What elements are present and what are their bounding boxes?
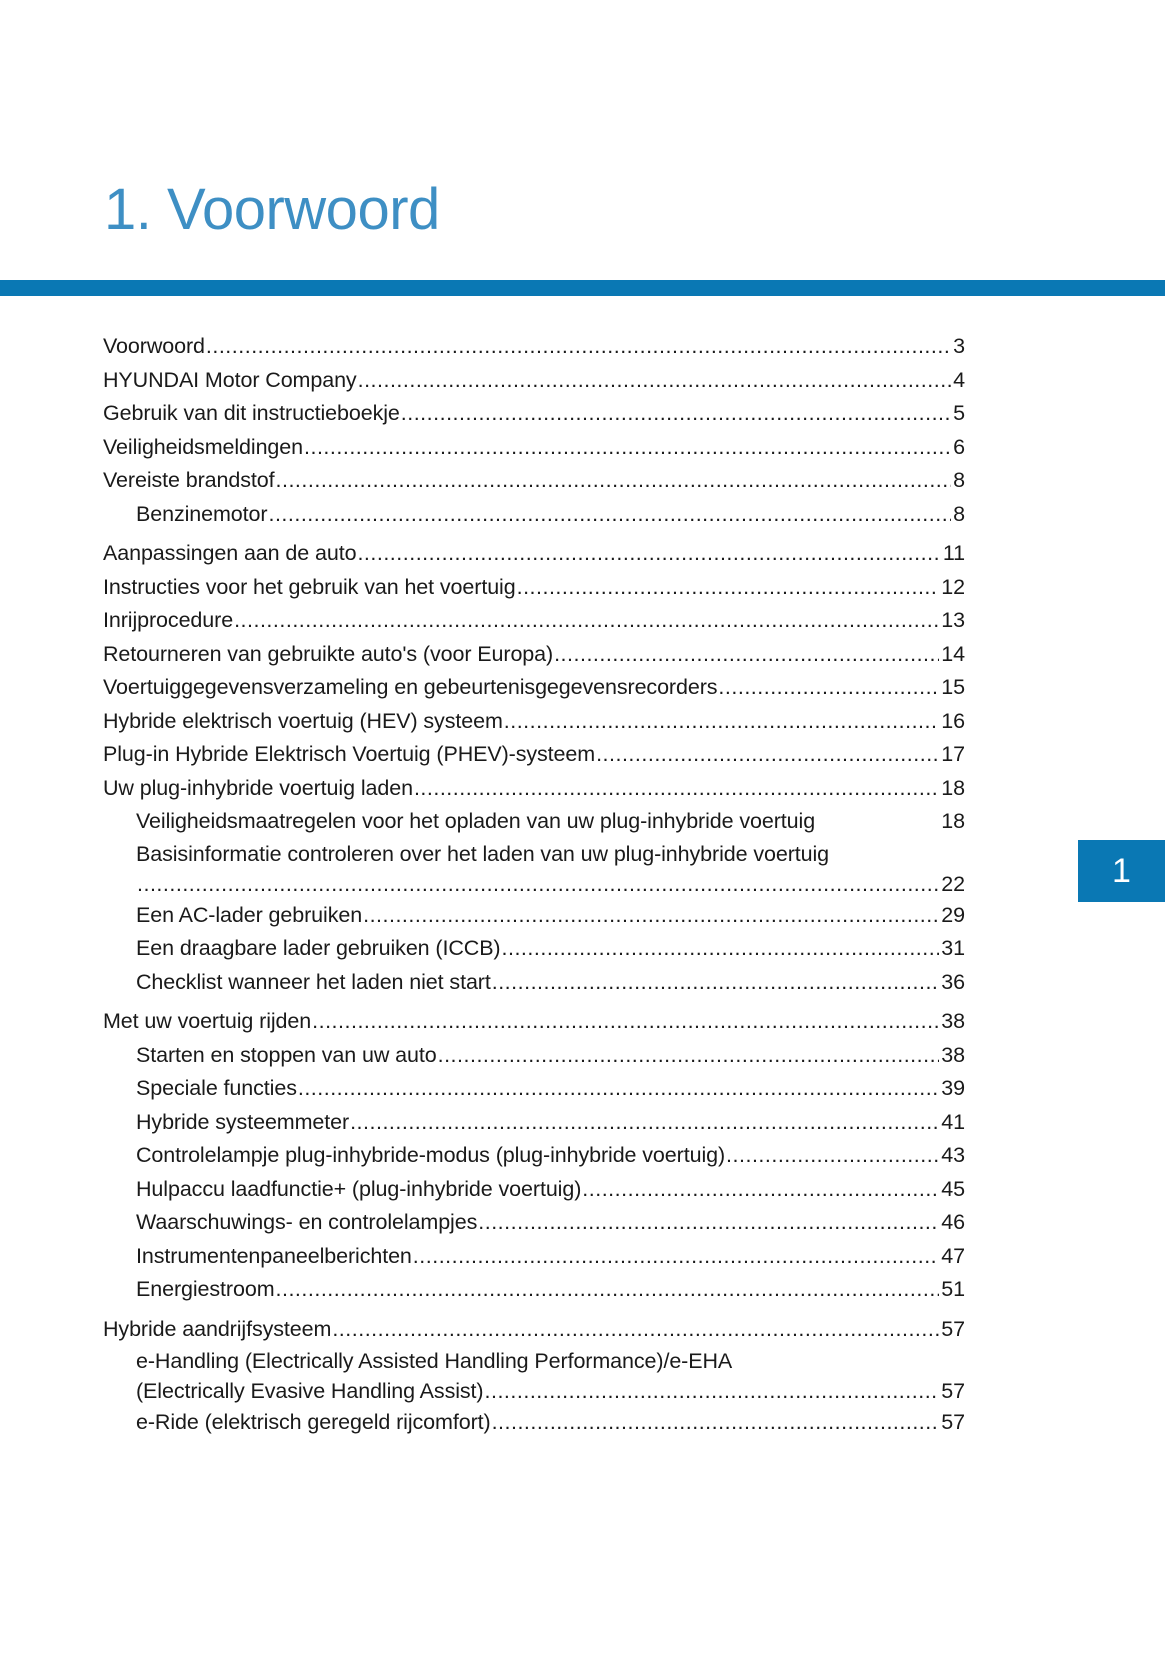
table-of-contents (103, 330, 965, 1440)
toc-entry-label: Basisinformatie controleren over het laden van uw plug-inhybride voertuig (136, 841, 830, 866)
toc-entry[interactable] (103, 1273, 965, 1307)
toc-page-number: 11 (942, 541, 965, 565)
toc-entry-label: Een AC-lader gebruiken (136, 902, 363, 927)
toc-entry[interactable] (103, 1039, 965, 1073)
toc-entry-label: Vereiste brandstof (103, 468, 275, 492)
toc-entry[interactable] (103, 1240, 965, 1274)
toc-entry[interactable] (103, 638, 965, 672)
toc-page-number: 14 (941, 641, 965, 666)
toc-page-number: 17 (941, 742, 965, 766)
toc-entry[interactable] (103, 705, 965, 739)
toc-entry[interactable] (103, 1346, 965, 1406)
toc-entry-label: Veiligheidsmaatregelen voor het opladen van uw plug-inhybride voertuig (136, 809, 816, 833)
toc-page-number: 51 (941, 1277, 965, 1301)
toc-entry-label: Speciale functies (136, 1076, 297, 1100)
toc-page-number: 3 (953, 334, 965, 358)
toc-entry[interactable] (103, 966, 965, 1000)
toc-entry-label: Instrumentenpaneelberichten (136, 1243, 412, 1268)
toc-entry-label: Inrijprocedure (103, 608, 234, 632)
toc-page-number: 12 (941, 574, 965, 599)
toc-page-number: 46 (941, 1210, 965, 1234)
toc-entry-label: Een draagbare lader gebruiken (ICCB) (136, 936, 501, 960)
toc-entry[interactable] (103, 1072, 965, 1106)
toc-page-number: 45 (941, 1176, 965, 1201)
toc-dot-leader (401, 397, 951, 431)
toc-entry[interactable] (103, 932, 965, 966)
toc-dot-leader (268, 498, 951, 532)
toc-page-number: 41 (941, 1109, 965, 1134)
toc-page-number: 38 (941, 1042, 965, 1067)
toc-dot-leader (485, 1376, 940, 1406)
toc-entry-label: Aanpassingen aan de auto (103, 541, 357, 565)
toc-entry-label: Hybride aandrijfsysteem (103, 1316, 332, 1341)
header-divider-rule (0, 280, 1165, 296)
toc-page-number: 8 (953, 468, 965, 492)
toc-entry-label: Hybride elektrisch voertuig (HEV) systeem (103, 708, 503, 733)
toc-entry[interactable] (103, 671, 965, 705)
toc-entry-label: Hulpaccu laadfunctie+ (plug-inhybride voertuig) (136, 1176, 582, 1201)
toc-dot-leader (413, 1240, 939, 1274)
toc-dot-leader (438, 1039, 940, 1073)
toc-entry-label: Retourneren van gebruikte auto's (voor Europa) (103, 641, 554, 666)
toc-entry[interactable] (103, 431, 965, 465)
toc-entry[interactable] (103, 1139, 965, 1173)
toc-dot-leader (234, 604, 939, 638)
toc-entry-label: Instructies voor het gebruik van het voertuig (103, 574, 516, 599)
toc-entry-label: Starten en stoppen van uw auto (136, 1042, 437, 1067)
toc-entry-label: Veiligheidsmeldingen (103, 434, 304, 459)
toc-entry[interactable] (103, 397, 965, 431)
toc-dot-leader (357, 537, 940, 571)
page-title: 1. Voorwoord (104, 177, 440, 242)
chapter-tab-marker (1078, 840, 1165, 902)
toc-entry-label: Voertuiggegevensverzameling en gebeurtenisgegevensrecorders (103, 675, 718, 699)
toc-page-number: 57 (941, 1410, 965, 1434)
toc-entry[interactable] (103, 1313, 965, 1347)
toc-entry[interactable] (103, 1005, 965, 1039)
toc-entry-label: Met uw voertuig rijden (103, 1009, 312, 1033)
toc-entry-label: Plug-in Hybride Elektrisch Voertuig (PHEV)-systeem (103, 742, 596, 766)
toc-dot-leader (137, 869, 939, 899)
toc-entry[interactable] (103, 330, 965, 364)
toc-entry[interactable] (103, 537, 965, 571)
toc-dot-leader (492, 1406, 940, 1440)
toc-entry-label: Uw plug-inhybride voertuig laden (103, 775, 413, 800)
toc-entry-label: Hybride systeemmeter (136, 1109, 350, 1134)
toc-entry[interactable] (103, 1173, 965, 1207)
toc-dot-leader (332, 1313, 939, 1347)
toc-page-number: 57 (941, 1316, 965, 1341)
toc-entry[interactable] (103, 772, 965, 806)
toc-entry-label: e-Ride (elektrisch geregeld rijcomfort) (136, 1410, 491, 1434)
toc-dot-leader (304, 431, 951, 465)
toc-dot-leader (582, 1173, 939, 1207)
toc-page-number: 22 (941, 871, 965, 896)
toc-page-number: 57 (941, 1379, 965, 1403)
toc-page-number: 8 (953, 501, 965, 526)
toc-entry[interactable] (103, 1106, 965, 1140)
toc-page-number: 18 (941, 775, 965, 800)
toc-entry[interactable] (103, 839, 965, 899)
toc-dot-leader (276, 464, 952, 498)
page-header (0, 0, 1165, 296)
toc-page-number: 36 (941, 969, 965, 994)
toc-dot-leader (363, 899, 939, 933)
toc-dot-leader (276, 1273, 940, 1307)
toc-page-number: 38 (941, 1009, 965, 1033)
toc-entry-label: Waarschuwings- en controlelampjes (136, 1210, 478, 1234)
toc-entry[interactable] (103, 364, 965, 398)
toc-entry-label: HYUNDAI Motor Company (103, 367, 357, 392)
toc-dot-leader (298, 1072, 939, 1106)
toc-dot-leader (504, 705, 940, 739)
toc-dot-leader (206, 330, 951, 364)
toc-dot-leader (726, 1139, 939, 1173)
toc-dot-leader (718, 671, 939, 705)
toc-dot-leader (312, 1005, 939, 1039)
toc-page-number: 15 (941, 675, 965, 699)
toc-dot-leader (554, 638, 939, 672)
toc-entry[interactable] (103, 805, 965, 839)
toc-dot-leader (350, 1106, 939, 1140)
toc-page-number: 4 (953, 367, 965, 392)
chapter-tab-number: 1 (1112, 852, 1131, 890)
toc-entry-label: e-Handling (Electrically Assisted Handling Performance)/e-EHA (136, 1349, 733, 1373)
toc-entry-label: Checklist wanneer het laden niet start (136, 969, 491, 994)
toc-entry-label: Gebruik van dit instructieboekje (103, 401, 400, 425)
toc-entry[interactable] (103, 1406, 965, 1440)
toc-page-number: 29 (941, 902, 965, 927)
toc-dot-leader (517, 571, 940, 605)
toc-entry[interactable] (103, 899, 965, 933)
toc-entry-label-continued: (Electrically Evasive Handling Assist) (136, 1379, 484, 1403)
toc-page-number: 43 (941, 1143, 965, 1167)
toc-entry-label: Controlelampje plug-inhybride-modus (plug-inhybride voertuig) (136, 1143, 726, 1167)
toc-page-number: 31 (941, 936, 965, 960)
toc-page-number: 13 (941, 608, 965, 632)
toc-entry-label: Benzinemotor (136, 501, 268, 526)
toc-page-number: 39 (941, 1076, 965, 1100)
toc-entry-label: Energiestroom (136, 1277, 275, 1301)
toc-dot-leader (414, 772, 939, 806)
toc-entry[interactable] (103, 464, 965, 498)
toc-dot-leader (502, 932, 940, 966)
toc-entry[interactable] (103, 1206, 965, 1240)
toc-dot-leader (478, 1206, 939, 1240)
toc-entry-label: Voorwoord (103, 334, 205, 358)
toc-entry[interactable] (103, 604, 965, 638)
toc-page-number: 18 (941, 809, 965, 833)
toc-entry[interactable] (103, 498, 965, 532)
toc-entry[interactable] (103, 738, 965, 772)
toc-page-number: 16 (941, 708, 965, 733)
toc-page-number: 6 (953, 434, 965, 459)
toc-dot-leader (358, 364, 952, 398)
toc-page-number: 5 (953, 401, 965, 425)
toc-page-number: 47 (941, 1243, 965, 1268)
toc-dot-leader (596, 738, 939, 772)
toc-entry[interactable] (103, 571, 965, 605)
toc-dot-leader (492, 966, 940, 1000)
